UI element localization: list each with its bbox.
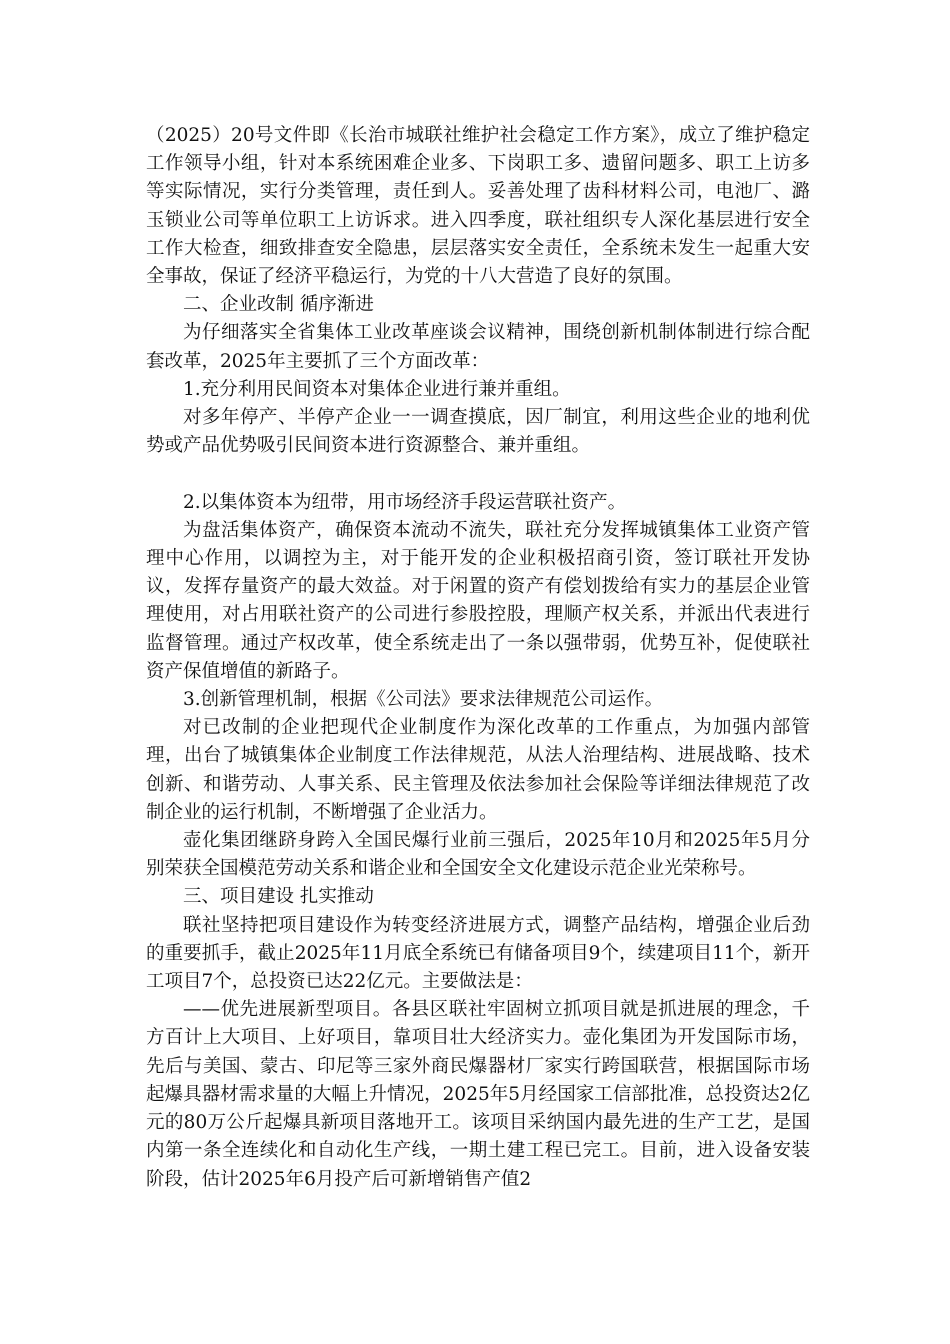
numbered-item: 3.创新管理机制，根据《公司法》要求法律规范公司运作。 bbox=[183, 689, 664, 711]
paragraph: ——优先进展新型项目。各县区联社牢固树立抓项目就是抓进展的理念，千方百计上大项目、上好项目，靠项目壮大经济实力。壶化集团为开发国际市场，先后与美国、蒙古、印尼等三家外商民爆器材厂家实行跨国联营，根据国际市场起爆具器材需求量的大幅上升情况，2025年5月经国家工信部批准，总投资达2亿元的80万公斤起爆具新项目落地开工。该项目采纳国内最先进的生产工艺，是国内第一条全连续化和自动化生产线，一期土建工程已完工。目前，进入设备安装阶段，估计2025年6月投产后可新增销售产值2 bbox=[146, 999, 810, 1190]
paragraph: 壶化集团继跻身跨入全国民爆行业前三强后，2025年10月和2025年5月分别荣获全国模范劳动关系和谐企业和全国安全文化建设示范企业光荣称号。 bbox=[146, 830, 810, 880]
paragraph: 为盘活集体资产，确保资本流动不流失，联社充分发挥城镇集体工业资产管理中心作用，以调控为主，对于能开发的企业积极招商引资，签订联社开发协议，发挥存量资产的最大效益。对于闲置的资产有偿划拨给有实力的基层企业管理使用，对占用联社资产的公司进行参股控股，理顺产权关系，并派出代表进行监督管理。通过产权改革，使全系统走出了一条以强带弱，优势互补，促使联社资产保值增值的新路子。 bbox=[146, 519, 810, 682]
paragraph: （2025）20号文件即《长治市城联社维护社会稳定工作方案》，成立了维护稳定工作领导小组，针对本系统困难企业多、下岗职工多、遗留问题多、职工上访多等实际情况，实行分类管理，责任到人。妥善处理了齿科材料公司，电池厂、潞玉锁业公司等单位职工上访诉求。进入四季度，联社组织专人深化基层进行安全工作大检查，细致排查安全隐患，层层落实安全责任，全系统未发生一起重大安全事故，保证了经济平稳运行，为党的十八大营造了良好的氛围。 bbox=[146, 125, 810, 288]
document-body bbox=[146, 122, 810, 1194]
section-heading: 二、企业改制 循序渐进 bbox=[183, 294, 374, 316]
section-heading: 三、项目建设 扎实推动 bbox=[183, 886, 374, 908]
paragraph: 对已改制的企业把现代企业制度作为深化改革的工作重点，为加强内部管理，出台了城镇集体企业制度工作法律规范，从法人治理结构、进展战略、技术创新、和谐劳动、人事关系、民主管理及依法参加社会保险等详细法律规范了改制企业的运行机制，不断增强了企业活力。 bbox=[146, 717, 810, 823]
numbered-item: 1.充分利用民间资本对集体企业进行兼并重组。 bbox=[183, 378, 571, 400]
paragraph: 对多年停产、半停产企业一一调查摸底，因厂制宜，利用这些企业的地利优势或产品优势吸引民间资本进行资源整合、兼并重组。 bbox=[146, 407, 810, 457]
numbered-item: 2.以集体资本为纽带，用市场经济手段运营联社资产。 bbox=[183, 491, 627, 513]
blank-line bbox=[146, 460, 810, 488]
paragraph: 联社坚持把项目建设作为转变经济进展方式，调整产品结构，增强企业后劲的重要抓手，截止2025年11月底全系统已有储备项目9个，续建项目11个，新开工项目7个，总投资已达22亿元。主要做法是： bbox=[146, 914, 810, 993]
paragraph: 为仔细落实全省集体工业改革座谈会议精神，围绕创新机制体制进行综合配套改革，2025年主要抓了三个方面改革： bbox=[146, 322, 810, 372]
